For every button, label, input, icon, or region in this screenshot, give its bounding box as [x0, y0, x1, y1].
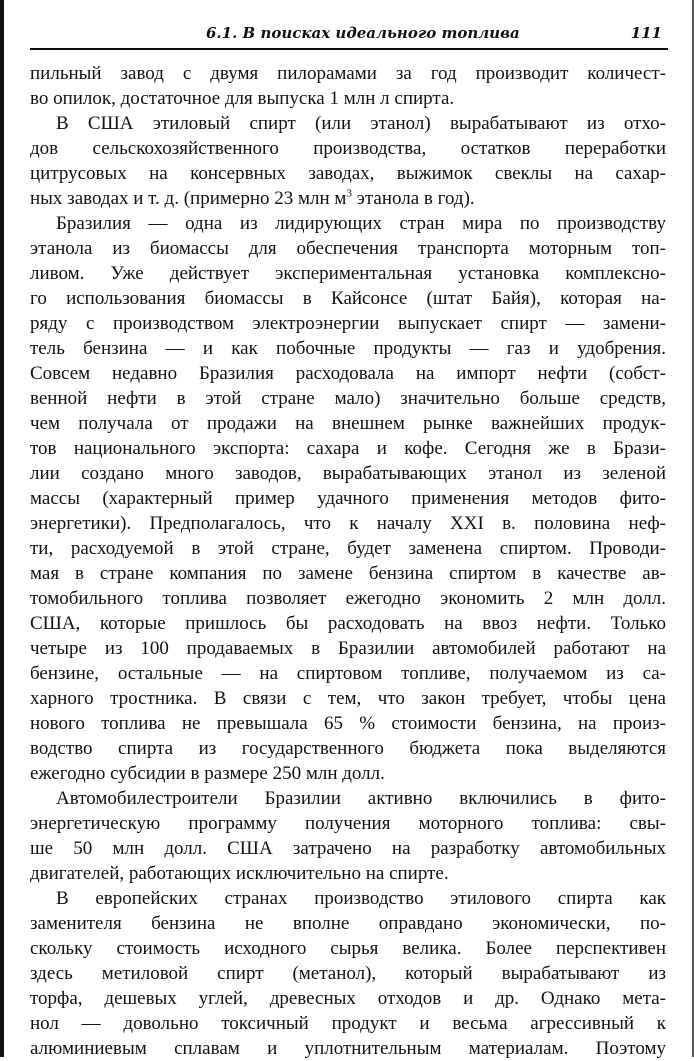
text-line: лии создано много заводов, вырабатывающих этанол из зеленой: [30, 463, 666, 484]
text-line: алюминиевым сплавам и уплотнительным материалам. Поэтому: [30, 1038, 666, 1059]
text-line: тов национального экспорта: сахара и кофе. Сегодня же в Брази-: [30, 438, 666, 459]
paragraph-4: [30, 786, 666, 886]
section-title: 6.1. В поисках идеального топлива: [206, 24, 520, 42]
text-line: США, которые пришлось бы расходовать на ввоз нефти. Только: [30, 613, 666, 634]
text-line: четыре из 100 продаваемых в Бразилии автомобилей работают на: [30, 638, 666, 659]
text-line: чем получала от продажи на внешнем рынке важнейших продук-: [30, 413, 666, 434]
text-line: энергетики). Предполагалось, что к началу XXI в. половина неф-: [30, 513, 666, 534]
text-line: ежегодно субсидии в размере 250 млн долл.: [30, 763, 385, 784]
text-line: Совсем недавно Бразилия расходовала на импорт нефти (собст-: [30, 363, 666, 384]
text-line: Бразилия — одна из лидирующих стран мира по производству: [56, 213, 666, 234]
text-line: ше 50 млн долл. США затрачено на разработку автомобильных: [30, 838, 666, 859]
text-line: бензине, остальные — на спиртовом топливе, получаемом из са-: [30, 663, 666, 684]
body-text: [30, 61, 666, 1061]
text-line: дов сельскохозяйственного производства, остатков переработки: [30, 138, 666, 159]
text-line: венной нефти в этой стране мало) значительно больше средств,: [30, 388, 666, 409]
text-line: харного тростника. В связи с тем, что закон требует, чтобы цена: [30, 688, 666, 709]
text-line: заменителя бензина не вполне оправдано экономически, по-: [30, 913, 666, 934]
text-fragment: этанола в год).: [351, 188, 475, 209]
text-line-with-superscript: [30, 186, 666, 211]
page-left-edge: [0, 0, 4, 1057]
text-line: го использования биомассы в Кайсонсе (штат Байя), которая на-: [30, 288, 666, 309]
text-line: нового топлива не превышала 65 % стоимости бензина, на произ-: [30, 713, 666, 734]
paragraph-1: [30, 61, 666, 111]
text-line: здесь метиловой спирт (метанол), который вырабатывают из: [30, 963, 666, 984]
text-line: во опилок, достаточное для выпуска 1 млн л спирта.: [30, 88, 455, 109]
text-line: двигателей, работающих исключительно на спирте.: [30, 863, 449, 884]
paragraph-5: [30, 886, 666, 1061]
text-line: тель бензина — и как побочные продукты — газ и удобрения.: [30, 338, 666, 359]
text-line: торфа, дешевых углей, древесных отходов и др. Однако мета-: [30, 988, 666, 1009]
text-line: Автомобилестроители Бразилии активно включились в фито-: [56, 788, 666, 809]
page-number: 111: [630, 24, 662, 42]
text-line: этанола из биомассы для обеспечения транспорта моторным топ-: [30, 238, 666, 259]
text-line: ти, расходуемой в этой стране, будет заменена спиртом. Проводи-: [30, 538, 666, 559]
text-line: В США этиловый спирт (или этанол) вырабатывают из отхо-: [56, 113, 666, 134]
text-line: мая в стране компания по замене бензина спиртом в качестве ав-: [30, 563, 666, 584]
text-line: ливом. Уже действует экспериментальная установка комплексно-: [30, 263, 666, 284]
text-line: скольку стоимость исходного сырья велика. Более перспективен: [30, 938, 666, 959]
text-line: нол — довольно токсичный продукт и весьма агрессивный к: [30, 1013, 666, 1034]
running-header: [30, 24, 666, 48]
paragraph-2: [30, 111, 666, 211]
text-fragment: ных заводах и т. д. (примерно 23 млн м: [30, 188, 347, 209]
header-rule: [30, 48, 668, 50]
superscript-3: 3: [346, 187, 352, 200]
text-line: томобильного топлива позволяет ежегодно экономить 2 млн долл.: [30, 588, 666, 609]
text-line: В европейских странах производство этилового спирта как: [56, 888, 666, 909]
text-line: ряду с производством электроэнергии выпускает спирт — замени-: [30, 313, 666, 334]
paragraph-3: [30, 211, 666, 786]
text-line: пильный завод с двумя пилорамами за год производит количест-: [30, 63, 666, 84]
text-line: водство спирта из государственного бюджета пока выделяются: [30, 738, 666, 759]
text-line: цитрусовых на консервных заводах, выжимок свеклы на сахар-: [30, 163, 666, 184]
text-line: массы (характерный пример удачного применения методов фито-: [30, 488, 666, 509]
text-line: энергетическую программу получения моторного топлива: свы-: [30, 813, 666, 834]
